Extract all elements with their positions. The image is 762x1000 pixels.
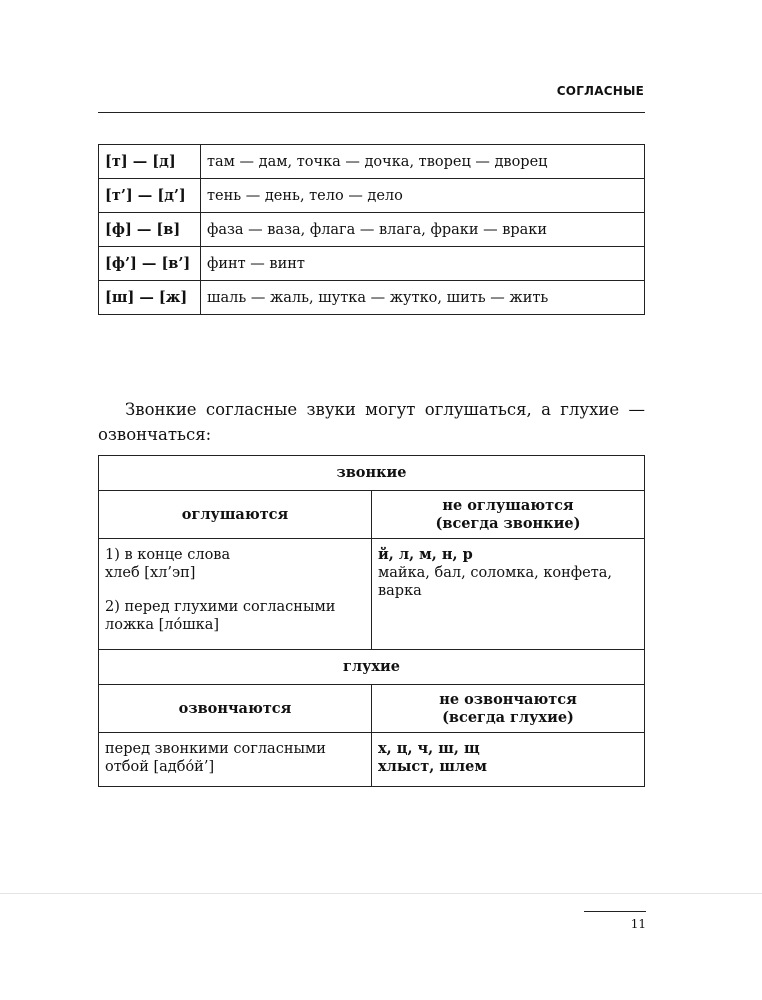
table-row — [99, 247, 645, 281]
example-words: финт — винт — [201, 247, 645, 281]
col-title: не оглушаются — [442, 496, 574, 514]
voiced-header: звонкие — [99, 456, 645, 491]
rule-example: отбой [адбо́й’] — [105, 759, 215, 775]
voiceless-always-cell — [372, 733, 645, 787]
sound-pair: [т’] — [д’] — [99, 179, 201, 213]
voicing-table — [98, 455, 645, 787]
letters-list: х, ц, ч, ш, щ — [378, 740, 480, 757]
voiceless-col-not-voiced — [372, 685, 645, 733]
example-words: там — дам, точка — дочка, творец — дворец — [201, 145, 645, 179]
rule-example: ложка [ло́шка] — [105, 617, 220, 633]
voiced-col-devoiced: оглушаются — [99, 491, 372, 539]
voiced-devoicing-rules — [99, 539, 372, 650]
sound-pair: [т] — [д] — [99, 145, 201, 179]
sound-pair: [ш] — [ж] — [99, 281, 201, 315]
example-words: тень — день, тело — дело — [201, 179, 645, 213]
section-title: СОГЛАСНЫЕ — [556, 84, 644, 98]
consonant-pairs-table — [98, 144, 645, 315]
header-divider — [98, 112, 645, 113]
col-title: не озвончаются — [439, 690, 577, 708]
sound-pair: [ф’] — [в’] — [99, 247, 201, 281]
voiced-col-not-devoiced — [372, 491, 645, 539]
page-edge-line — [0, 893, 762, 894]
voiceless-header: глухие — [99, 650, 645, 685]
col-subtitle: (всегда звонкие) — [435, 514, 581, 532]
table-row — [99, 145, 645, 179]
letters-list: й, л, м, н, р — [378, 546, 473, 563]
rule-example: хлеб [хл’эп] — [105, 565, 196, 581]
examples-list: майка, бал, соломка, конфета, варка — [378, 565, 612, 599]
page-number-rule — [584, 911, 646, 912]
example-words: шаль — жаль, шутка — жутко, шить — жить — [201, 281, 645, 315]
col-subtitle: (всегда глухие) — [442, 708, 574, 726]
page-number: 11 — [630, 917, 646, 931]
examples-list: хлыст, шлем — [378, 758, 487, 775]
table-row — [99, 213, 645, 247]
example-words: фаза — ваза, флага — влага, фраки — враки — [201, 213, 645, 247]
table-row — [99, 179, 645, 213]
voiceless-voicing-rule — [99, 733, 372, 787]
voiceless-col-voiced: озвончаются — [99, 685, 372, 733]
rule-text: перед звонкими согласными — [105, 741, 326, 757]
rule-text: 2) перед глухими согласными — [105, 599, 336, 615]
sound-pair: [ф] — [в] — [99, 213, 201, 247]
voiced-always-cell — [372, 539, 645, 650]
intro-paragraph: Звонкие согласные звуки могут оглушаться, а глухие — озвончаться: — [98, 400, 645, 444]
table-row — [99, 281, 645, 315]
rule-text: 1) в конце слова — [105, 547, 231, 563]
